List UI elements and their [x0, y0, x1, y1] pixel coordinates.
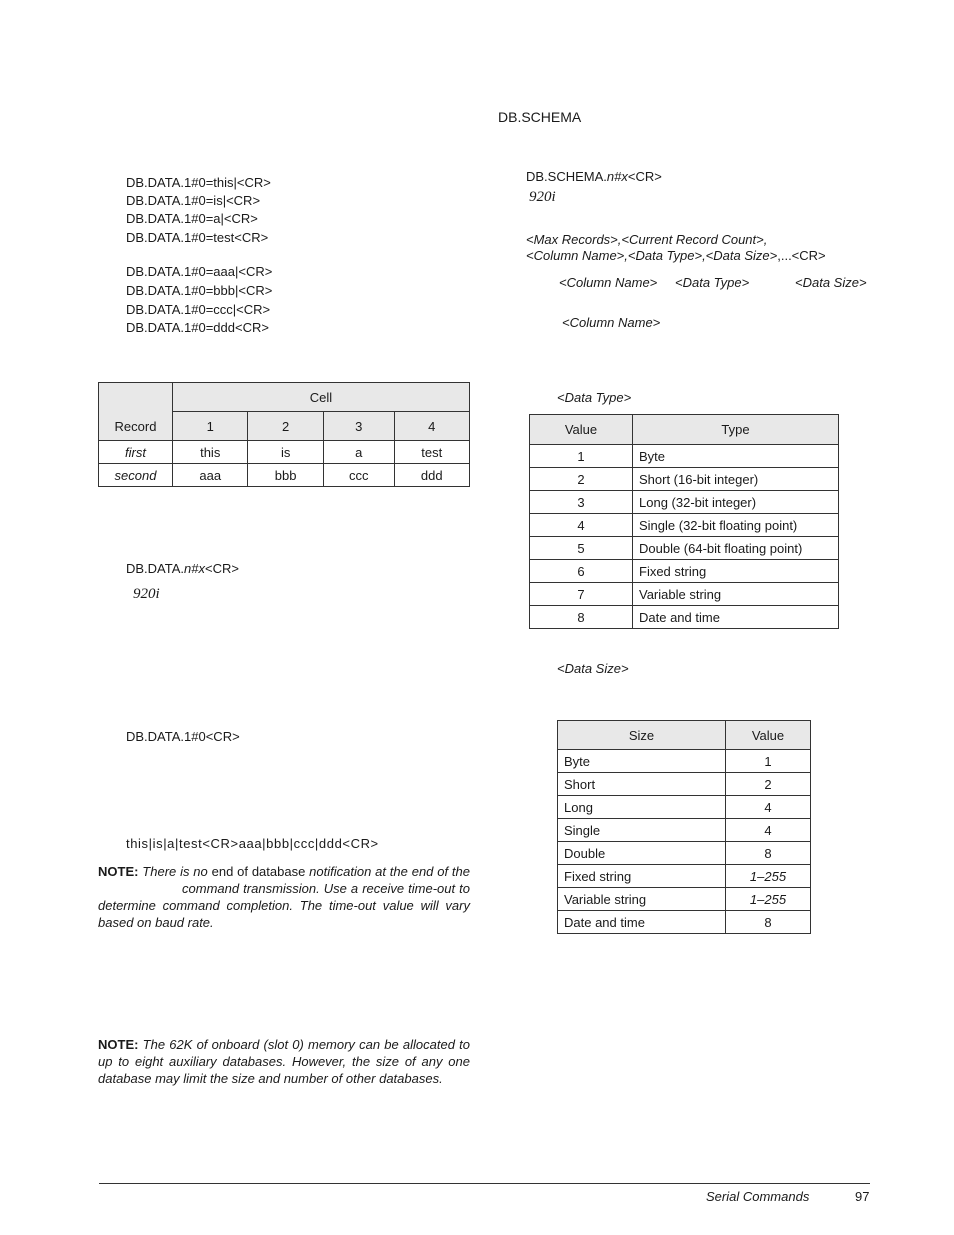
- type-value: 1: [530, 445, 633, 468]
- table-row: [530, 537, 839, 560]
- schema-format-line2: [526, 248, 826, 263]
- table-row: [558, 750, 811, 773]
- type-name: Byte: [633, 445, 839, 468]
- schema-format-line1: <Max Records>,<Current Record Count>,: [526, 232, 768, 247]
- data-command-prefix: DB.DATA.: [126, 561, 185, 576]
- schema-command-prefix: DB.SCHEMA.: [526, 169, 607, 184]
- data-size-table: [557, 720, 811, 934]
- schema-format-line2-fields: <Column Name>,<Data Type>,<Data Size>: [526, 248, 778, 263]
- size-name: Double: [558, 842, 726, 865]
- note-baud-rate: [98, 863, 470, 931]
- table-row: [530, 560, 839, 583]
- type-value: 7: [530, 583, 633, 606]
- cell-col-header: 4: [394, 412, 469, 441]
- note-label: NOTE:: [98, 864, 139, 879]
- table-row: [558, 842, 811, 865]
- record-header: Record: [99, 383, 173, 441]
- output-line: this|is|a|test<CR>aaa|bbb|ccc|ddd<CR>: [126, 836, 379, 851]
- code-line: DB.DATA.1#0=is|<CR>: [126, 193, 261, 208]
- cell-value: test: [394, 441, 469, 464]
- code-line: DB.DATA.1#0=ccc|<CR>: [126, 302, 271, 317]
- table-row: [530, 491, 839, 514]
- table-row: [558, 796, 811, 819]
- table-row: [530, 583, 839, 606]
- code-line: DB.DATA.1#0=test<CR>: [126, 230, 269, 245]
- table-row: [558, 888, 811, 911]
- type-value: 2: [530, 468, 633, 491]
- data-command-var: n#x: [184, 561, 205, 576]
- size-value: 8: [726, 911, 811, 934]
- column-name-label: <Column Name>: [562, 315, 661, 330]
- schema-command-end: <CR>: [627, 169, 662, 184]
- code-line: DB.DATA.1#0=bbb|<CR>: [126, 283, 273, 298]
- schema-format-line2-end: ,...<CR>: [777, 248, 826, 263]
- data-model: 920i: [133, 586, 160, 602]
- size-name: Byte: [558, 750, 726, 773]
- data-command: [126, 561, 239, 576]
- table-row: [558, 819, 811, 842]
- type-name: Single (32-bit floating point): [633, 514, 839, 537]
- type-table-header: Type: [633, 415, 839, 445]
- cell-value: a: [323, 441, 394, 464]
- code-line: DB.DATA.1#0=ddd<CR>: [126, 320, 269, 335]
- record-name: second: [99, 464, 173, 487]
- section-heading: DB.SCHEMA: [498, 109, 582, 125]
- code-line: DB.DATA.1#0=this|<CR>: [126, 175, 271, 190]
- note-text: notification at the end of the: [309, 864, 470, 879]
- table-row: [558, 865, 811, 888]
- cell-value: this: [173, 441, 248, 464]
- note-label: NOTE:: [98, 1037, 139, 1052]
- table-row: [99, 441, 470, 464]
- type-value: 8: [530, 606, 633, 629]
- note-text: command transmission. Use a receive time-out to determine command completion. The time-out value will vary based on baud rate.: [98, 881, 470, 930]
- data-type-label: <Data Type>: [557, 390, 632, 405]
- cell-value: aaa: [173, 464, 248, 487]
- data-size-term: <Data Size>: [795, 275, 867, 290]
- data-type-term: <Data Type>: [675, 275, 750, 290]
- table-row: [558, 911, 811, 934]
- table-row: [530, 445, 839, 468]
- type-name: Short (16-bit integer): [633, 468, 839, 491]
- size-name: Single: [558, 819, 726, 842]
- record-cell-table: [98, 382, 470, 487]
- type-table-header: Value: [530, 415, 633, 445]
- schema-model: 920i: [529, 189, 556, 205]
- note-text: The 62K of onboard (slot 0) memory can be allocated to up to eight auxiliary databases. However, the size of any one database may limit the size and number of other databases.: [98, 1037, 470, 1086]
- size-value: 1–255: [726, 865, 811, 888]
- table-row: [558, 773, 811, 796]
- cell-value: is: [248, 441, 323, 464]
- note-text: There is no: [142, 864, 208, 879]
- cell-value: ddd: [394, 464, 469, 487]
- size-value: 4: [726, 819, 811, 842]
- table-row: [530, 514, 839, 537]
- data-command-end: <CR>: [205, 561, 239, 576]
- code-line: DB.DATA.1#0=aaa|<CR>: [126, 264, 273, 279]
- type-value: 6: [530, 560, 633, 583]
- table-row: [530, 468, 839, 491]
- type-name: Date and time: [633, 606, 839, 629]
- data-size-label: <Data Size>: [557, 661, 629, 676]
- type-name: Long (32-bit integer): [633, 491, 839, 514]
- cell-col-header: 2: [248, 412, 323, 441]
- note-text-emphasis: end of database: [211, 864, 306, 879]
- type-value: 3: [530, 491, 633, 514]
- size-name: Date and time: [558, 911, 726, 934]
- size-value: 1–255: [726, 888, 811, 911]
- size-table-header: Size: [558, 721, 726, 750]
- cell-col-header: 1: [173, 412, 248, 441]
- cell-header: Cell: [173, 383, 470, 412]
- type-name: Variable string: [633, 583, 839, 606]
- size-name: Short: [558, 773, 726, 796]
- schema-command: [526, 169, 662, 184]
- code-line: DB.DATA.1#0=a|<CR>: [126, 211, 258, 226]
- page-number: 97: [855, 1189, 870, 1204]
- size-value: 1: [726, 750, 811, 773]
- code-line: DB.DATA.1#0<CR>: [126, 729, 240, 744]
- size-value: 2: [726, 773, 811, 796]
- table-row: [99, 464, 470, 487]
- size-name: Long: [558, 796, 726, 819]
- size-value: 8: [726, 842, 811, 865]
- data-type-table: [529, 414, 839, 629]
- footer-section: Serial Commands: [706, 1189, 810, 1204]
- cell-value: ccc: [323, 464, 394, 487]
- record-name: first: [99, 441, 173, 464]
- schema-command-var: n#x: [606, 169, 628, 184]
- column-name-term: <Column Name>: [559, 275, 658, 290]
- type-name: Double (64-bit floating point): [633, 537, 839, 560]
- type-value: 5: [530, 537, 633, 560]
- size-table-header: Value: [726, 721, 811, 750]
- type-name: Fixed string: [633, 560, 839, 583]
- type-value: 4: [530, 514, 633, 537]
- cell-col-header: 3: [323, 412, 394, 441]
- note-memory: [98, 1036, 470, 1087]
- size-name: Variable string: [558, 888, 726, 911]
- cell-value: bbb: [248, 464, 323, 487]
- footer-rule: [99, 1183, 870, 1184]
- table-row: [530, 606, 839, 629]
- size-value: 4: [726, 796, 811, 819]
- size-name: Fixed string: [558, 865, 726, 888]
